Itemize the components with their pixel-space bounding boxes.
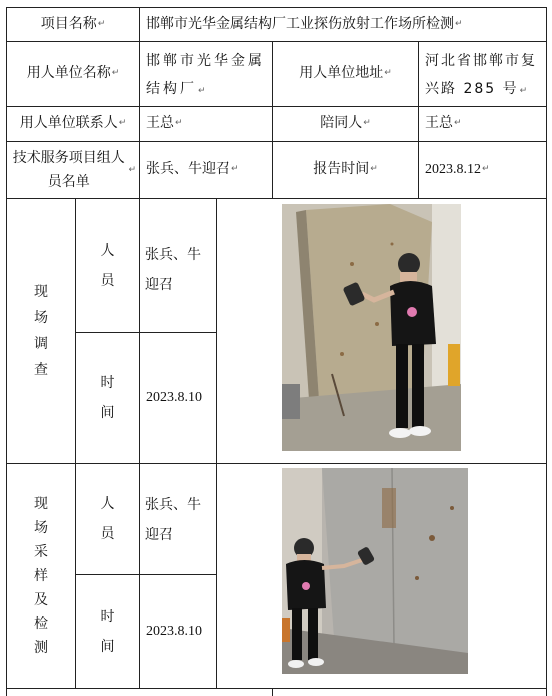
sampling-photo: [282, 468, 468, 674]
project-name-label: 项目名称: [40, 15, 97, 32]
sampling-char-1: 现: [34, 496, 48, 512]
sampling-people-value-cell: [145, 490, 213, 550]
escort-value: 王总: [425, 115, 453, 132]
escort-label-cell: 陪同人 ↵: [273, 107, 418, 141]
escort-label: 陪同人: [320, 115, 363, 132]
sampling-people-char-2: 员: [100, 526, 115, 542]
sampling-photo-image: [282, 468, 468, 674]
col-line-bottom-split: [272, 688, 273, 696]
survey-people-char-2: 员: [100, 272, 115, 289]
team-value: 张兵、牛迎召: [146, 161, 230, 178]
sampling-time-label: [76, 575, 139, 688]
survey-people-value: 张兵、牛迎召: [145, 247, 201, 293]
report-time-value-cell: 2023.8.12 ↵: [419, 142, 546, 198]
survey-people-label: [76, 199, 139, 332]
survey-photo-image: [282, 204, 461, 451]
row-line-6: [6, 688, 547, 689]
sampling-people-char-1: 人: [100, 496, 115, 512]
employer-name-value: 邯郸市光华金属结构厂: [146, 53, 265, 97]
contact-label: 用人单位联系人: [19, 115, 118, 132]
report-time-label: 报告时间: [313, 161, 370, 178]
sampling-people-label: [76, 464, 139, 574]
sampling-time-value-cell: [140, 575, 216, 688]
sampling-char-3: 采: [34, 544, 48, 560]
contact-label-cell: 用人单位联系人 ↵: [7, 107, 139, 141]
employer-name-label-cell: 用人单位名称 ↵: [7, 42, 139, 106]
sampling-char-4: 样: [34, 568, 48, 584]
survey-char-1: 现: [34, 284, 48, 300]
sampling-section-label: [7, 464, 75, 688]
survey-photo: [282, 204, 461, 451]
survey-time-char-2: 间: [100, 405, 115, 421]
project-name-label-cell: 项目名称 ↵: [7, 8, 139, 41]
sampling-time-value: 2023.8.10: [146, 623, 202, 639]
survey-people-value-cell: [145, 240, 213, 300]
survey-char-4: 查: [34, 362, 48, 378]
escort-value-cell: 王总 ↵: [419, 107, 546, 141]
team-label-cell: 技术服务项目组人员名单 ↵: [10, 143, 136, 197]
col-line-f: [216, 198, 217, 688]
survey-char-2: 场: [34, 310, 48, 326]
project-name-value-cell: 邯郸市光华金属结构厂工业探伤放射工作场所检测 ↵: [140, 8, 546, 41]
team-value-cell: 张兵、牛迎召 ↵: [140, 142, 272, 198]
employer-name-value-cell: 邯郸市光华金属结构厂↵: [146, 53, 265, 97]
survey-char-3: 调: [34, 336, 48, 352]
employer-address-value-cell: 河北省邯郸市复兴路 285 号↵: [425, 53, 537, 97]
sampling-time-char-1: 时: [100, 608, 115, 625]
col-line-right: [546, 7, 547, 696]
survey-time-char-1: 时: [100, 375, 115, 391]
employer-address-label: 用人单位地址: [299, 65, 384, 82]
employer-address-label-cell: 用人单位地址 ↵: [273, 42, 418, 106]
project-name-value: 邯郸市光华金属结构厂工业探伤放射工作场所检测: [146, 15, 454, 32]
survey-people-char-1: 人: [100, 242, 115, 259]
employer-address-value: 河北省邯郸市复兴路 285 号: [425, 53, 537, 97]
survey-section-label: [7, 199, 75, 463]
contact-value-cell: 王总 ↵: [140, 107, 272, 141]
report-time-value: 2023.8.12: [425, 162, 481, 178]
sampling-char-7: 测: [34, 640, 48, 656]
sampling-people-value: 张兵、牛迎召: [145, 497, 201, 543]
survey-time-label: [76, 333, 139, 463]
sampling-char-5: 及: [34, 592, 48, 608]
survey-time-value: 2023.8.10: [146, 390, 202, 406]
report-time-label-cell: 报告时间 ↵: [273, 142, 418, 198]
sampling-char-2: 场: [34, 520, 48, 536]
team-label: 技术服务项目组人员名单: [12, 150, 125, 190]
survey-time-value-cell: [140, 333, 216, 463]
sampling-time-char-2: 间: [100, 638, 115, 655]
employer-name-label: 用人单位名称: [26, 65, 111, 82]
sampling-char-6: 检: [34, 616, 48, 632]
contact-value: 王总: [146, 115, 174, 132]
